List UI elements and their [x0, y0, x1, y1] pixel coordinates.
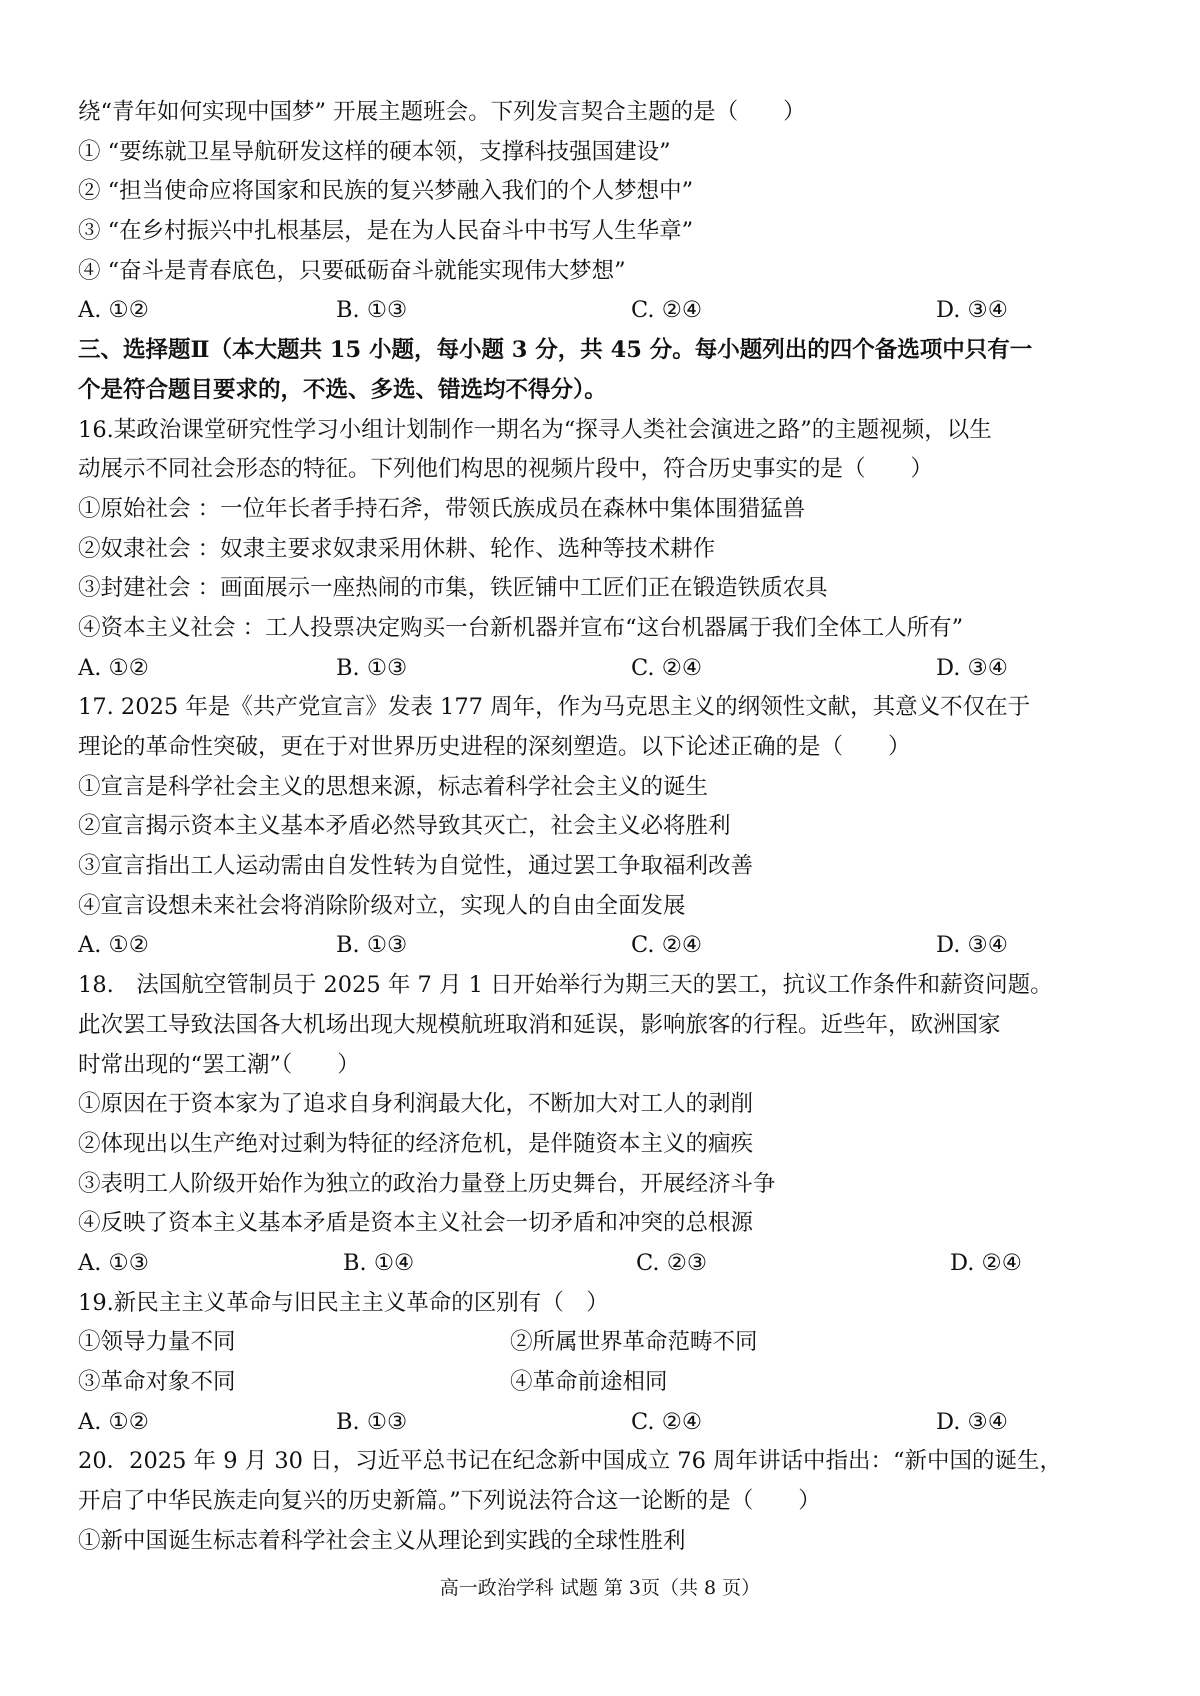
q18-stem: 18. 法国航空管制员于 2025 年 7 月 1 日开始举行为期三天的罢工，抗议工作条件和薪资问题。	[78, 972, 1053, 999]
choice-c: C. ②④	[631, 932, 703, 959]
q16-option-1: ①原始社会 ：一位年长者手持石斧，带领氏族成员在森林中集体围猎猛兽	[78, 495, 806, 522]
q20-stem: 20．2025 年 9 月 30 日，习近平总书记在纪念新中国成立 76 周年讲话中指出：“新中国的诞生，	[78, 1448, 1063, 1475]
choice-a: A. ①②	[78, 654, 149, 681]
q19-options-row-2	[78, 1363, 1132, 1403]
q19-option-2: ②所属世界革命范畴不同	[510, 1329, 758, 1356]
choice-b: B. ①③	[336, 297, 408, 324]
choice-c: C. ②③	[636, 1249, 708, 1276]
choice-b: B. ①③	[336, 654, 408, 681]
q17-option-1: ①宣言是科学社会主义的思想来源，标志着科学社会主义的诞生	[78, 773, 709, 800]
q15-stem-tail: 绕“青年如何实现中国梦” 开展主题班会。下列发言契合主题的是（ ）	[78, 99, 806, 125]
q18-option-2: ②体现出以生产绝对过剩为特征的经济危机，是伴随资本主义的痼疾	[78, 1130, 754, 1157]
choice-d: D. ②④	[950, 1249, 1022, 1276]
q18-stem-cont: 此次罢工导致法国各大机场出现大规模航班取消和延误，影响旅客的行程。近些年，欧洲国家	[78, 1011, 1001, 1038]
choice-b: B. ①④	[343, 1249, 415, 1276]
q18-option-4: ④反映了资本主义基本矛盾是资本主义社会一切矛盾和冲突的总根源	[78, 1210, 754, 1237]
choice-b: B. ①③	[336, 932, 408, 959]
choice-c: C. ②④	[631, 297, 703, 324]
choice-d: D. ③④	[936, 1408, 1008, 1435]
choice-d: D. ③④	[936, 297, 1008, 324]
choice-a: A. ①②	[78, 932, 149, 959]
choice-a: A. ①②	[78, 297, 149, 324]
page-footer: 高一政治学科 试题 第 3页（共 8 页）	[439, 1577, 761, 1599]
q19-stem: 19.新民主主义革命与旧民主主义革命的区别有（ ）	[78, 1289, 609, 1316]
q15-option-1: ① “要练就卫星导航研发这样的硬本领，支撑科技强国建设”	[78, 138, 671, 165]
choice-b: B. ①③	[336, 1408, 408, 1435]
q15-choices	[78, 291, 1132, 331]
section-heading-cont: 个是符合题目要求的，不选、多选、错选均不得分）。	[78, 376, 607, 403]
q18-option-3: ③表明工人阶级开始作为独立的政治力量登上历史舞台，开展经济斗争	[78, 1170, 776, 1197]
q17-option-4: ④宣言设想未来社会将消除阶级对立，实现人的自由全面发展	[78, 892, 686, 919]
q18-choices	[78, 1244, 1132, 1284]
choice-d: D. ③④	[936, 932, 1008, 959]
section-heading: 三、选择题Ⅱ（本大题共 15 小题，每小题 3 分，共 45 分。每小题列出的四个备选项中只有一	[78, 337, 1033, 364]
q16-option-3: ③封建社会 ：画面展示一座热闹的市集，铁匠铺中工匠们正在锻造铁质农具	[78, 575, 828, 602]
q17-stem-cont: 理论的革命性突破，更在于对世界历史进程的深刻塑造。以下论述正确的是（ ）	[78, 734, 911, 760]
q19-options-row-1	[78, 1323, 1132, 1363]
q17-stem: 17. 2025 年是《共产党宣言》发表 177 周年，作为马克思主义的纲领性文献，其意义不仅在于	[78, 694, 1031, 721]
q17-choices	[78, 926, 1132, 966]
q16-choices	[78, 649, 1132, 689]
choice-a: A. ①②	[78, 1408, 149, 1435]
q16-stem-cont: 动展示不同社会形态的特征。下列他们构思的视频片段中，符合历史事实的是（ ）	[78, 456, 934, 483]
q15-option-3: ③ “在乡村振兴中扎根基层，是在为人民奋斗中书写人生华章”	[78, 218, 694, 245]
q19-option-4: ④革命前途相同	[510, 1369, 668, 1395]
q17-option-3: ③宣言指出工人运动需由自发性转为自觉性，通过罢工争取福利改善	[78, 853, 754, 880]
q17-option-2: ②宣言揭示资本主义基本矛盾必然导致其灭亡，社会主义必将胜利	[78, 813, 731, 840]
q19-option-1: ①领导力量不同	[78, 1329, 236, 1356]
q16-stem: 16.某政治课堂研究性学习小组计划制作一期名为“探寻人类社会演进之路”的主题视频，以生	[78, 416, 992, 443]
q15-option-4: ④ “奋斗是青春底色，只要砥砺奋斗就能实现伟大梦想”	[78, 257, 626, 284]
q18-stem-cont-2: 时常出现的“罢工潮”（ ）	[78, 1051, 360, 1078]
choice-c: C. ②④	[631, 1408, 703, 1435]
q16-option-4: ④资本主义社会 ：工人投票决定购买一台新机器并宣布“这台机器属于我们全体工人所有”	[78, 614, 964, 641]
choice-c: C. ②④	[631, 654, 703, 681]
q20-option-1: ①新中国诞生标志着科学社会主义从理论到实践的全球性胜利	[78, 1527, 686, 1554]
q19-option-3: ③革命对象不同	[78, 1369, 236, 1395]
q18-option-1: ①原因在于资本家为了追求自身利润最大化，不断加大对工人的剥削	[78, 1091, 754, 1118]
q20-stem-cont: 开启了中华民族走向复兴的历史新篇。”下列说法符合这一论断的是（ ）	[78, 1488, 821, 1515]
q19-choices	[78, 1403, 1132, 1443]
q15-option-2: ② “担当使命应将国家和民族的复兴梦融入我们的个人梦想中”	[78, 178, 694, 205]
choice-d: D. ③④	[936, 654, 1008, 681]
q16-option-2: ②奴隶社会 ：奴隶主要求奴隶采用休耕、轮作、选种等技术耕作	[78, 535, 716, 562]
choice-a: A. ①③	[78, 1249, 149, 1276]
